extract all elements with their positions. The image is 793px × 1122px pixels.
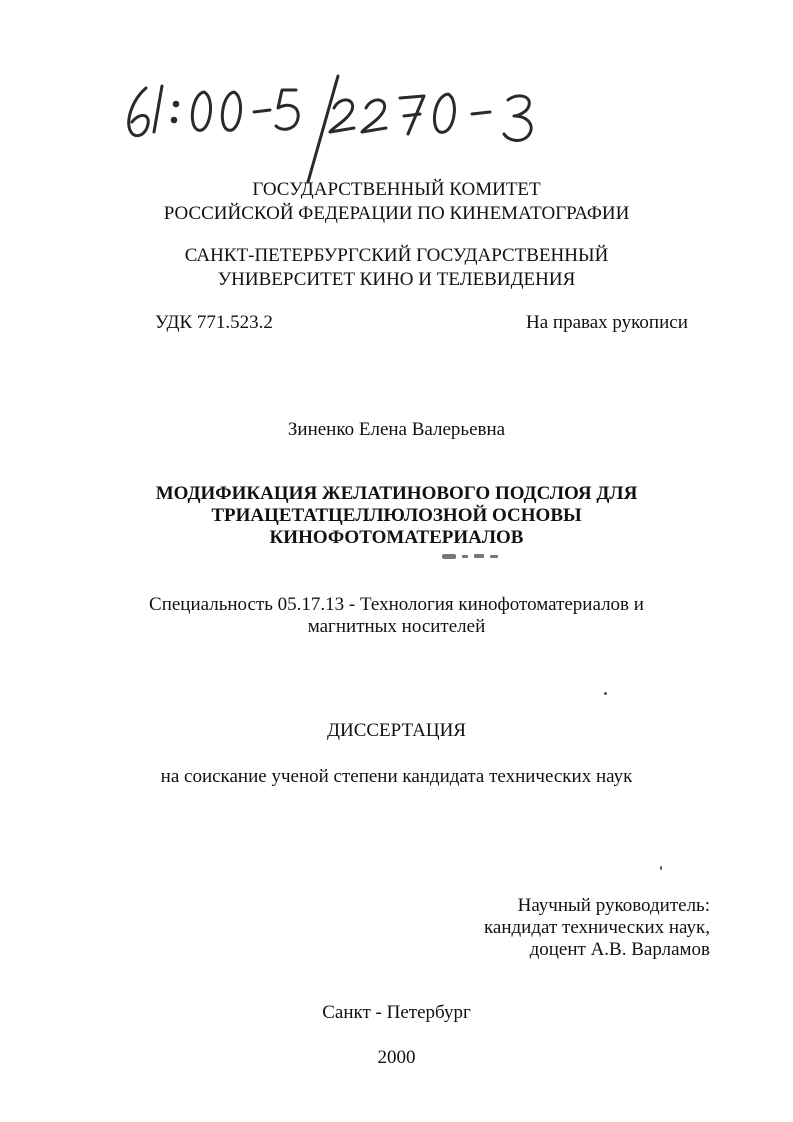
handwritten-archive-number bbox=[118, 70, 588, 190]
supervisor-line-1: Научный руководитель: bbox=[517, 895, 710, 916]
scan-speck bbox=[660, 866, 662, 870]
stamp-smudge bbox=[440, 548, 510, 564]
title-line-3: КИНОФОТОМАТЕРИАЛОВ bbox=[269, 527, 524, 548]
supervisor-line-2: кандидат технических наук, bbox=[483, 917, 710, 938]
specialty-line-1: Специальность 05.17.13 - Технология кинофотоматериалов и bbox=[149, 594, 644, 615]
degree-statement: на соискание ученой степени кандидата технических наук bbox=[160, 766, 633, 787]
handwritten-number-drawing bbox=[118, 70, 588, 190]
university-line-2: УНИВЕРСИТЕТ КИНО И ТЕЛЕВИДЕНИЯ bbox=[217, 269, 576, 290]
doc-type-heading: ДИССЕРТАЦИЯ bbox=[327, 720, 466, 741]
title-line-1: МОДИФИКАЦИЯ ЖЕЛАТИНОВОГО ПОДСЛОЯ ДЛЯ bbox=[155, 483, 638, 504]
scan-speck bbox=[604, 692, 607, 695]
udk-code: УДК 771.523.2 bbox=[155, 312, 273, 333]
organization-line-1: ГОСУДАРСТВЕННЫЙ КОМИТЕТ bbox=[252, 179, 541, 200]
manuscript-rights: На правах рукописи bbox=[526, 312, 688, 333]
author-name: Зиненко Елена Валерьевна bbox=[287, 419, 506, 440]
organization-line-2: РОССИЙСКОЙ ФЕДЕРАЦИИ ПО КИНЕМАТОГРАФИИ bbox=[163, 203, 630, 224]
specialty-line-2: магнитных носителей bbox=[307, 616, 486, 637]
supervisor-line-3: доцент А.В. Варламов bbox=[529, 939, 710, 960]
year: 2000 bbox=[377, 1047, 416, 1068]
university-line-1: САНКТ-ПЕТЕРБУРГСКИЙ ГОСУДАРСТВЕННЫЙ bbox=[184, 245, 609, 266]
title-line-2: ТРИАЦЕТАТЦЕЛЛЮЛОЗНОЙ ОСНОВЫ bbox=[211, 505, 582, 526]
city: Санкт - Петербург bbox=[322, 1002, 471, 1023]
